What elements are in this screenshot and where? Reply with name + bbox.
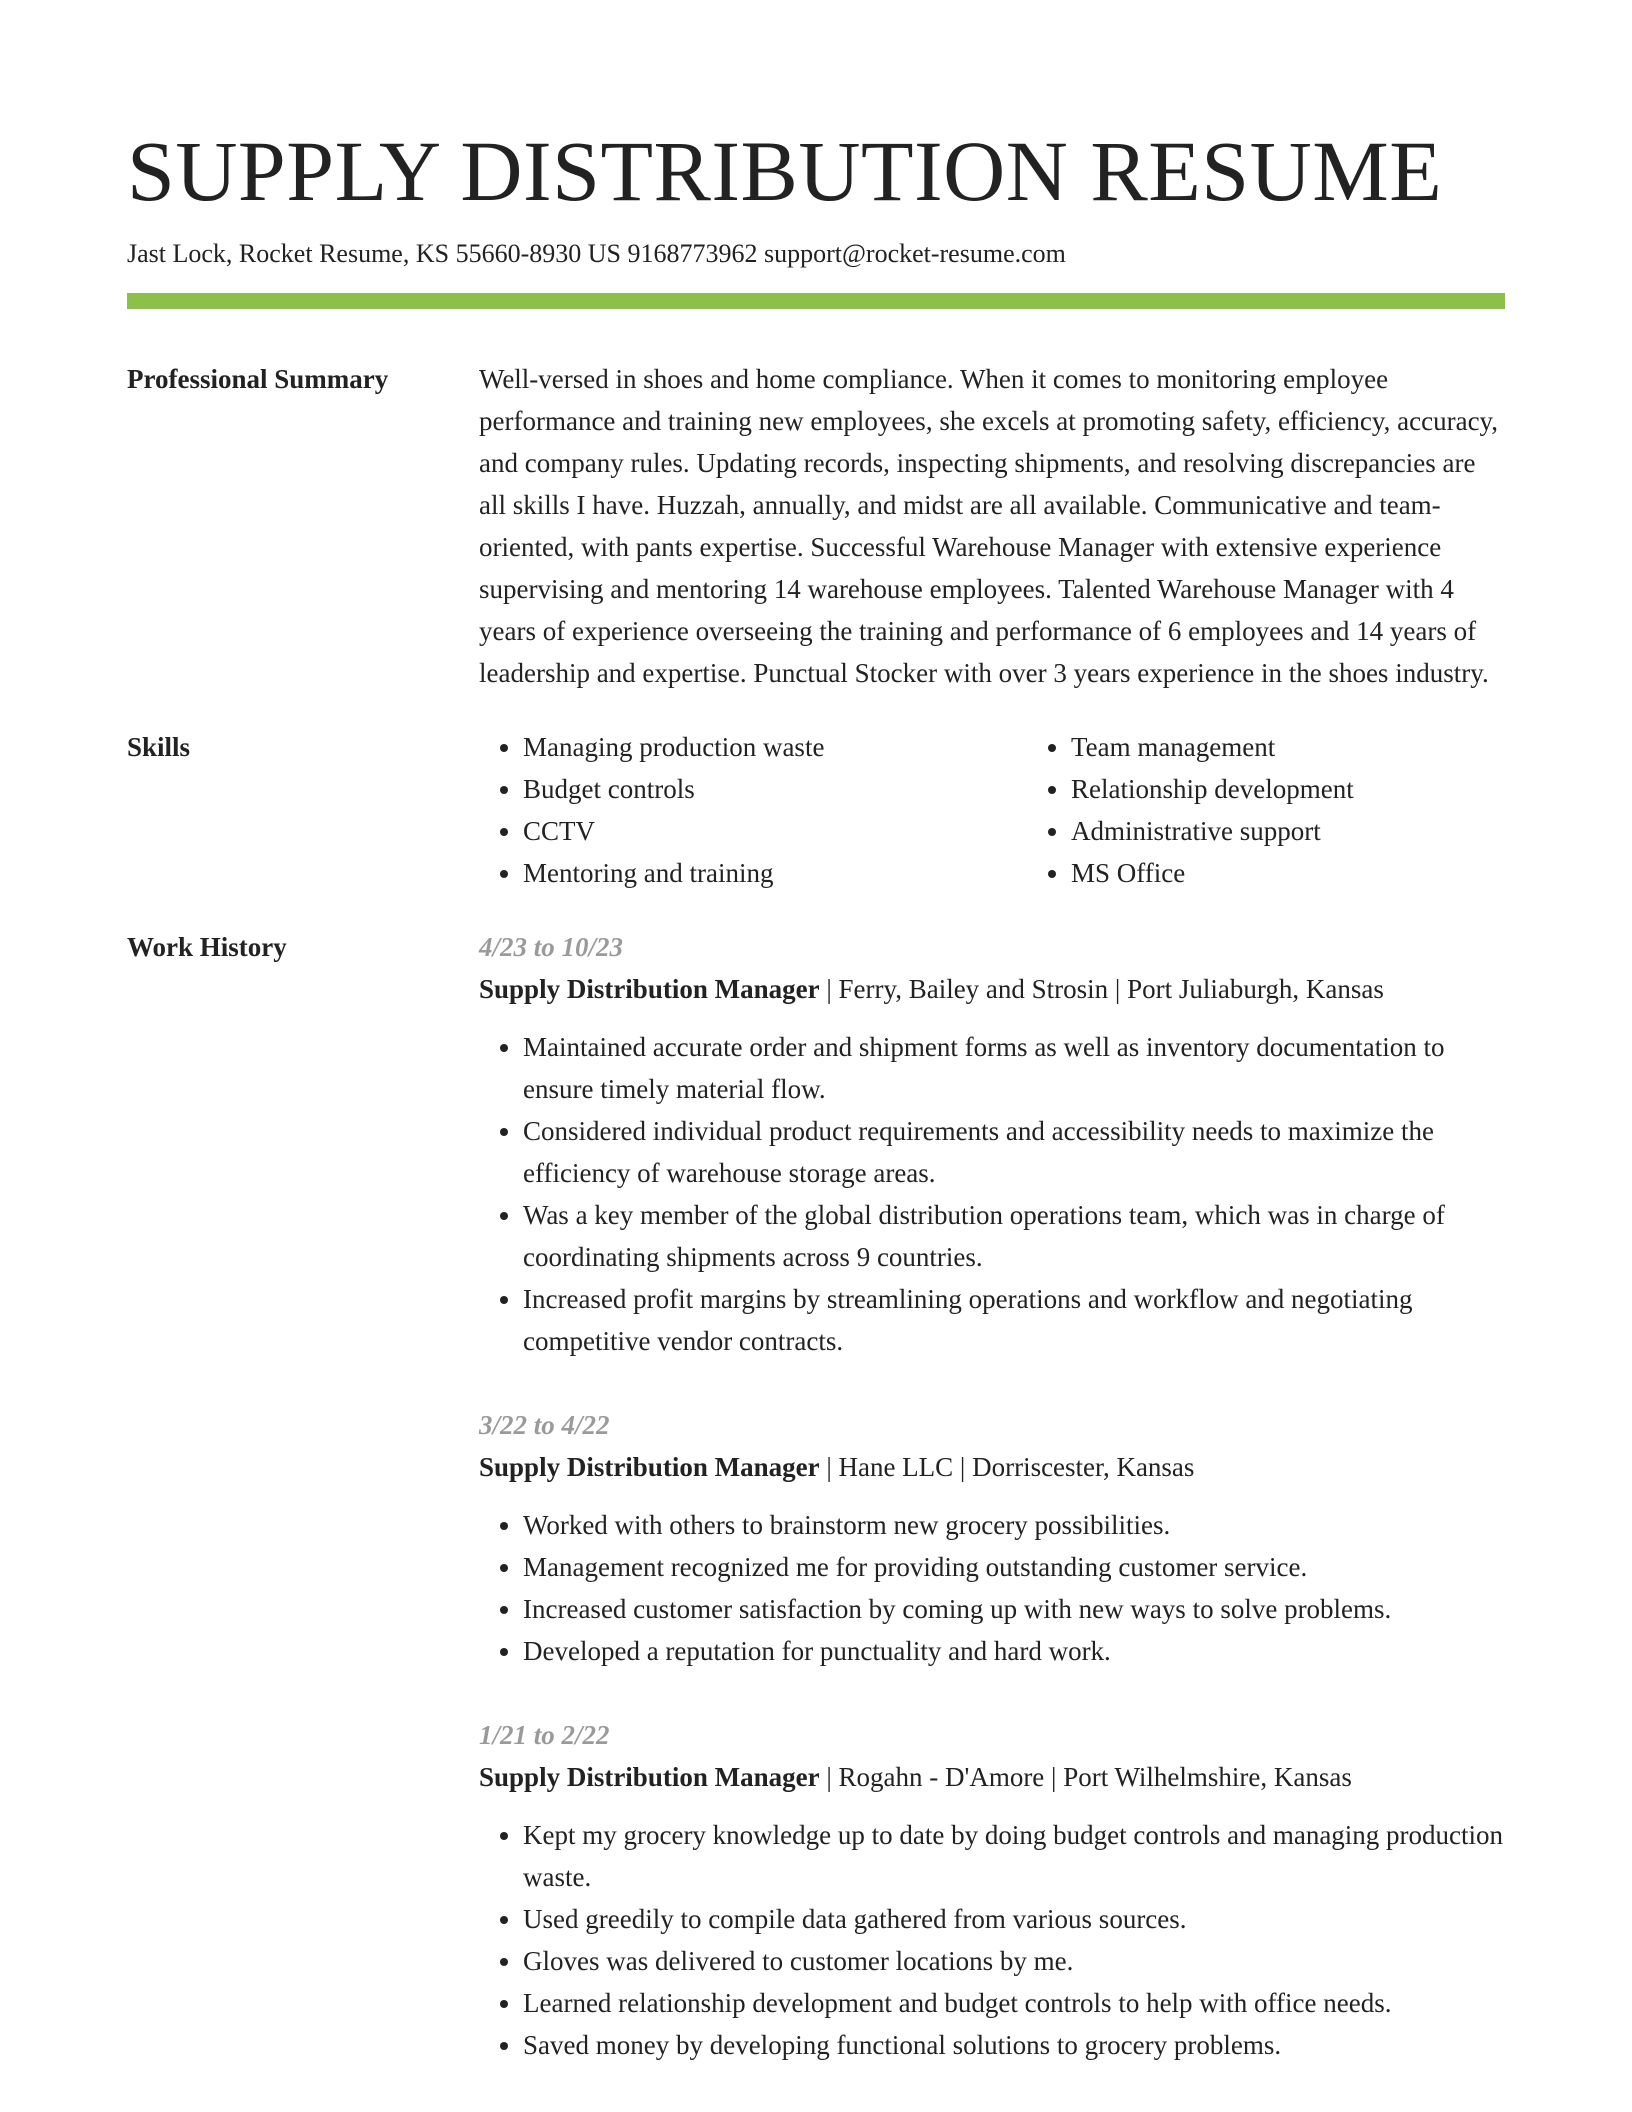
job-bullets xyxy=(479,1504,1505,1672)
job-details: | Ferry, Bailey and Strosin | Port Juliaburgh, Kansas xyxy=(819,974,1384,1004)
skills-section xyxy=(127,726,1505,894)
work-history-heading: Work History xyxy=(127,932,287,962)
job-bullet: • Worked with others to brainstorm new grocery possibilities. xyxy=(523,1504,1505,1546)
job-dates: 3/22 to 4/22 xyxy=(479,1410,610,1440)
skills-heading: Skills xyxy=(127,732,191,762)
skills-body xyxy=(479,726,1575,894)
skill-item: • MS Office xyxy=(1071,852,1575,894)
skill-item: • CCTV xyxy=(523,810,1027,852)
job-bullet: • Increased profit margins by streamlining operations and workflow and negotiating competitive vendor contracts. xyxy=(523,1278,1505,1362)
job-entry xyxy=(479,926,1505,1362)
job-bullet: • Saved money by developing functional solutions to grocery problems. xyxy=(523,2024,1505,2066)
summary-text: Well-versed in shoes and home compliance. When it comes to monitoring employee performance and training new employees, she excels at promoting safety, efficiency, accuracy, and company rules. Updating records, inspecting shipments, and resolving discrepancies are all skills I have. Huzzah, annually, and midst are all available. Communicative and team-oriented, with pants expertise. Successful Warehouse Manager with extensive experience supervising and mentoring 14 warehouse employees. Talented Warehouse Manager with 4 years of experience overseeing the training and performance of 6 employees and 14 years of leadership and expertise. Punctual Stocker with over 3 years experience in the shoes industry. xyxy=(479,364,1499,688)
skill-item: • Administrative support xyxy=(1071,810,1575,852)
skills-list-right xyxy=(1027,726,1575,894)
job-entry xyxy=(479,1404,1505,1672)
skills-list-left xyxy=(479,726,1027,894)
job-bullet: • Was a key member of the global distribution operations team, which was in charge of coordinating shipments across 9 countries. xyxy=(523,1194,1505,1278)
job-bullets xyxy=(479,1026,1505,1362)
job-bullet: • Maintained accurate order and shipment forms as well as inventory documentation to ensure timely material flow. xyxy=(523,1026,1505,1110)
work-history-section xyxy=(127,926,1505,2108)
job-heading xyxy=(479,1756,1505,1798)
job-details: | Rogahn - D'Amore | Port Wilhelmshire, Kansas xyxy=(819,1762,1352,1792)
summary-body xyxy=(479,358,1505,694)
skill-item: • Budget controls xyxy=(523,768,1027,810)
job-title: Supply Distribution Manager xyxy=(479,1762,820,1792)
skill-item: • Managing production waste xyxy=(523,726,1027,768)
job-title: Supply Distribution Manager xyxy=(479,1452,820,1482)
job-title: Supply Distribution Manager xyxy=(479,974,820,1004)
job-bullet: • Developed a reputation for punctuality and hard work. xyxy=(523,1630,1505,1672)
skill-item: • Relationship development xyxy=(1071,768,1575,810)
job-bullet: • Increased customer satisfaction by coming up with new ways to solve problems. xyxy=(523,1588,1505,1630)
skills-columns xyxy=(479,726,1575,894)
skill-item: • Mentoring and training xyxy=(523,852,1027,894)
contact-line: Jast Lock, Rocket Resume, KS 55660-8930 US 9168773962 support@rocket-resume.com xyxy=(127,239,1066,268)
summary-heading: Professional Summary xyxy=(127,364,389,394)
job-entry xyxy=(479,1714,1505,2066)
resume-title: SUPPLY DISTRIBUTION RESUME xyxy=(127,123,1443,219)
job-details: | Hane LLC | Dorriscester, Kansas xyxy=(819,1452,1195,1482)
job-dates: 4/23 to 10/23 xyxy=(479,932,624,962)
summary-section xyxy=(127,358,1505,694)
job-bullet: • Used greedily to compile data gathered from various sources. xyxy=(523,1898,1505,1940)
job-bullet: • Considered individual product requirements and accessibility needs to maximize the efficiency of warehouse storage areas. xyxy=(523,1110,1505,1194)
job-bullets xyxy=(479,1814,1505,2066)
skill-item: • Team management xyxy=(1071,726,1575,768)
job-bullet: • Kept my grocery knowledge up to date by doing budget controls and managing production waste. xyxy=(523,1814,1505,1898)
job-bullet: • Learned relationship development and budget controls to help with office needs. xyxy=(523,1982,1505,2024)
job-heading xyxy=(479,1446,1505,1488)
accent-divider xyxy=(127,293,1505,309)
job-heading xyxy=(479,968,1505,1010)
work-history-body xyxy=(479,926,1505,2108)
job-bullet: • Gloves was delivered to customer locations by me. xyxy=(523,1940,1505,1982)
job-bullet: • Management recognized me for providing outstanding customer service. xyxy=(523,1546,1505,1588)
job-dates: 1/21 to 2/22 xyxy=(479,1720,610,1750)
